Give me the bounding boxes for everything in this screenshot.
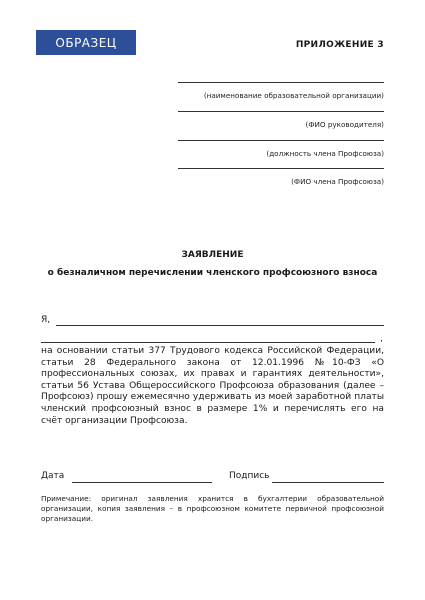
applicant-name-line-2 (41, 342, 375, 343)
organization-name-line (178, 82, 384, 83)
director-name-line (178, 111, 384, 112)
application-body: на основании статьи 377 Трудового кодекса Российской Федерации, статьи 28 Федерального закона от 12.01.1996 №10-ФЗ «О профессиональных союзах, их правах и гарантиях деятельности», статьи 56 Устава Общероссийского Профсоюза образования (далее – Профсоюз) прошу ежемесячно удерживать из моей заработной платы членский профсоюзный взнос в размере 1% и перечислять его на счёт организации Профсоюза. (41, 346, 384, 426)
member-name-line (178, 168, 384, 169)
member-position-caption: (должность члена Профсоюза) (266, 149, 384, 158)
applicant-prefix: Я, (41, 315, 51, 325)
line-comma: , (380, 334, 383, 344)
member-name-caption: (ФИО члена Профсоюза) (291, 177, 384, 186)
organization-name-caption: (наименование образовательной организации) (203, 91, 384, 100)
footnote: Примечание: оригинал заявления хранится в бухгалтерии образовательной организации, копия заявления – в профсоюзном комитете первичной профсоюзной организации. (41, 494, 384, 523)
applicant-name-line (56, 325, 384, 326)
signature-line (272, 482, 384, 483)
member-position-line (178, 140, 384, 141)
appendix-label: ПРИЛОЖЕНИЕ 3 (295, 40, 384, 50)
date-line (72, 482, 212, 483)
sample-stamp: ОБРАЗЕЦ (36, 30, 136, 55)
director-name-caption: (ФИО руководителя) (305, 120, 384, 129)
date-label: Дата (41, 471, 65, 481)
signature-label: Подпись (229, 471, 270, 481)
document-subtitle: о безналичном перечислении членского профсоюзного взноса (47, 268, 378, 278)
document-title: ЗАЯВЛЕНИЕ (181, 250, 244, 260)
